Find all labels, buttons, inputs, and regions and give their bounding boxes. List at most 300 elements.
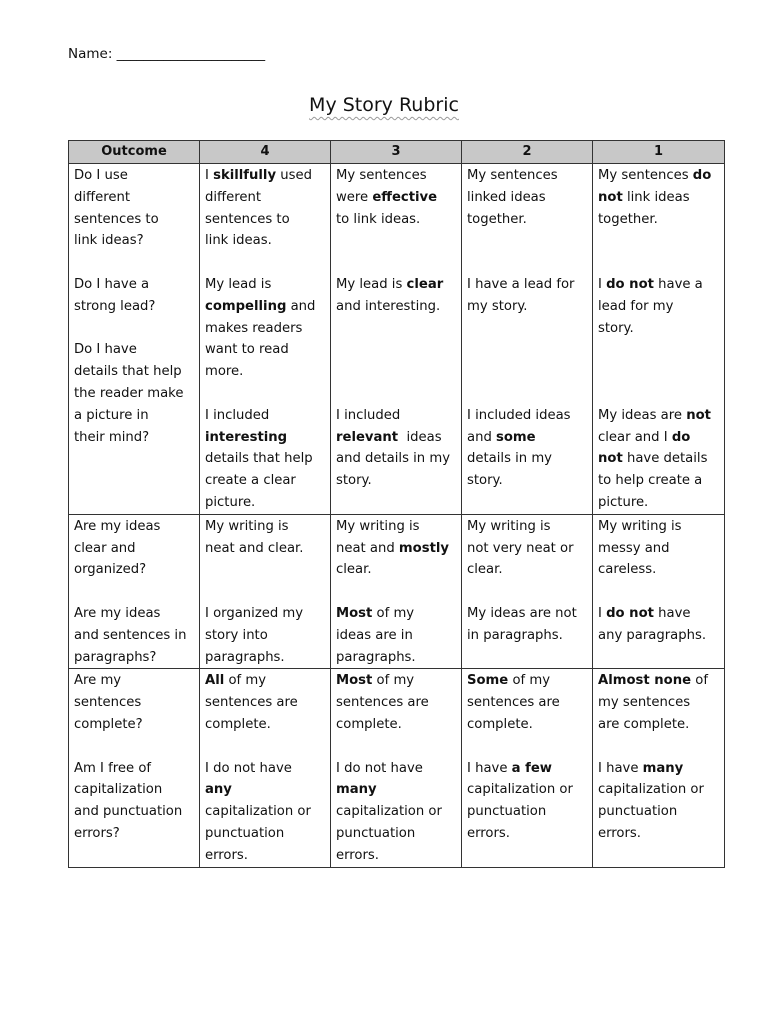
criterion-description <box>598 670 719 735</box>
text-line <box>336 779 456 801</box>
criterion-description <box>598 516 719 581</box>
text-segment: want to read <box>205 342 289 358</box>
text-line <box>598 516 719 538</box>
criterion-description <box>598 405 719 514</box>
text-segment: details that help <box>205 451 313 467</box>
text-segment <box>467 342 471 357</box>
text-line <box>598 603 719 625</box>
text-line <box>598 559 719 581</box>
criterion-description <box>598 165 719 252</box>
text-segment: of my <box>372 605 415 621</box>
text-segment: I have a lead for <box>467 276 575 292</box>
text-segment: Do I have a <box>74 276 150 292</box>
text-segment: ideas are in <box>336 627 413 643</box>
text-line <box>74 361 194 383</box>
text-segment: of my <box>224 673 266 689</box>
text-segment <box>467 321 471 336</box>
text-segment: punctuation <box>598 804 678 820</box>
text-line <box>74 165 194 187</box>
criterion-description <box>205 758 325 867</box>
text-segment: My sentences <box>336 168 427 183</box>
text-segment: complete. <box>205 716 271 732</box>
text-line <box>467 538 587 560</box>
emphasis-text: do <box>671 429 691 445</box>
text-segment: paragraphs. <box>336 649 416 665</box>
outcome-question <box>74 603 194 668</box>
text-segment: My sentences <box>467 168 558 183</box>
rubric-cell-score-2 <box>462 514 593 669</box>
text-line <box>74 625 194 647</box>
emphasis-text: do <box>692 168 712 183</box>
text-segment: together. <box>467 211 527 227</box>
text-segment: I included <box>336 407 401 423</box>
text-segment: lead for my <box>598 298 674 314</box>
criterion-description <box>467 165 587 252</box>
text-line <box>336 361 456 383</box>
text-segment: Are my <box>74 673 122 689</box>
text-segment: different <box>74 189 131 205</box>
criterion-description <box>598 758 719 845</box>
text-line <box>74 823 194 845</box>
text-line <box>205 801 325 823</box>
text-line <box>598 470 719 492</box>
text-segment: capitalization or <box>467 782 573 798</box>
text-line <box>467 779 587 801</box>
text-segment: complete? <box>74 716 143 732</box>
emphasis-text: clear <box>406 276 444 292</box>
header-score-4: 4 <box>200 141 331 164</box>
text-segment: any paragraphs. <box>598 627 707 643</box>
text-line <box>598 209 719 231</box>
criterion-description <box>205 516 325 581</box>
emphasis-text: do not <box>606 276 654 292</box>
text-line <box>598 165 719 187</box>
text-segment: have details <box>622 451 708 467</box>
header-score-2: 2 <box>462 141 593 164</box>
text-segment: errors. <box>598 825 641 841</box>
emphasis-text: not <box>598 451 623 467</box>
text-segment: clear. <box>336 562 372 578</box>
criterion-description <box>336 165 456 252</box>
text-segment: in paragraphs. <box>467 627 563 643</box>
text-segment <box>336 321 340 336</box>
text-segment: Do I have <box>74 342 137 358</box>
rubric-cell-outcome <box>69 164 200 515</box>
text-line <box>74 538 194 560</box>
criterion-description <box>336 758 456 867</box>
text-line <box>467 692 587 714</box>
text-segment: story. <box>598 320 634 336</box>
text-line <box>467 625 587 647</box>
emphasis-text: interesting <box>205 429 288 445</box>
emphasis-text: effective <box>372 189 438 205</box>
text-line <box>205 274 325 296</box>
text-line <box>598 625 719 647</box>
criterion-description <box>336 516 456 581</box>
text-segment: I <box>598 605 607 621</box>
text-line <box>74 339 194 361</box>
text-segment: my story. <box>467 298 528 314</box>
text-segment <box>467 364 471 379</box>
text-segment: I do not have <box>205 760 292 776</box>
text-line <box>598 714 719 736</box>
text-line <box>74 274 194 296</box>
text-line <box>205 758 325 780</box>
text-line <box>467 274 587 296</box>
text-line <box>598 801 719 823</box>
text-segment: Am I free of <box>74 760 152 776</box>
text-line <box>74 296 194 318</box>
rubric-row <box>69 514 725 669</box>
text-line <box>336 339 456 361</box>
text-segment: capitalization or <box>336 804 442 820</box>
emphasis-text: do not <box>606 605 654 621</box>
text-segment: not very neat or <box>467 540 574 556</box>
emphasis-text: All <box>205 673 225 689</box>
text-line <box>467 516 587 538</box>
text-line <box>205 361 325 383</box>
text-line <box>598 692 719 714</box>
name-field-label: Name: ______________________ <box>68 46 266 62</box>
emphasis-text: many <box>642 760 684 776</box>
rubric-cell-score-2 <box>462 669 593 867</box>
text-line <box>205 779 325 801</box>
text-line <box>74 427 194 449</box>
text-line <box>336 559 456 581</box>
text-segment: sentences <box>74 695 142 711</box>
text-line <box>467 670 587 692</box>
criterion-description <box>467 274 587 383</box>
text-line <box>467 714 587 736</box>
text-line <box>336 318 456 340</box>
criterion-description <box>336 274 456 383</box>
text-line <box>598 758 719 780</box>
text-line <box>598 427 719 449</box>
text-line <box>205 692 325 714</box>
emphasis-text: Most <box>336 673 373 689</box>
text-line <box>598 230 719 252</box>
text-segment: sentences are <box>205 695 298 711</box>
outcome-question <box>74 758 194 845</box>
text-segment: link ideas. <box>205 233 272 249</box>
text-line <box>74 230 194 252</box>
text-segment: more. <box>205 364 244 380</box>
rubric-cell-score-4 <box>200 514 331 669</box>
emphasis-text: some <box>496 429 536 445</box>
text-segment: and details in my <box>336 451 450 467</box>
text-segment: Are my ideas <box>74 518 161 534</box>
rubric-table <box>68 140 725 868</box>
text-segment: I <box>598 276 607 292</box>
text-line <box>336 670 456 692</box>
text-segment: of my <box>508 673 550 689</box>
text-line <box>336 470 456 492</box>
text-segment: I included ideas <box>467 407 571 423</box>
text-segment: My ideas are not <box>467 605 577 621</box>
criterion-description <box>205 670 325 735</box>
text-segment: are complete. <box>598 716 690 732</box>
text-line <box>74 758 194 780</box>
text-segment: details in my <box>467 451 552 467</box>
text-line <box>74 670 194 692</box>
text-line <box>74 559 194 581</box>
text-line <box>205 714 325 736</box>
text-segment: sentences are <box>467 695 560 711</box>
text-line <box>74 779 194 801</box>
text-segment: My writing is <box>336 518 420 534</box>
emphasis-text: Almost none <box>598 673 692 689</box>
text-segment: punctuation <box>336 825 416 841</box>
text-segment <box>205 562 209 577</box>
text-segment: paragraphs. <box>205 649 285 665</box>
rubric-cell-score-4 <box>200 669 331 867</box>
text-line <box>467 448 587 470</box>
emphasis-text: not <box>598 189 623 205</box>
text-segment: capitalization or <box>205 804 311 820</box>
rubric-cell-score-3 <box>331 514 462 669</box>
emphasis-text: a few <box>511 760 552 776</box>
text-line <box>336 603 456 625</box>
text-segment: My writing is <box>467 518 551 534</box>
criterion-description <box>205 603 325 668</box>
criterion-description <box>598 274 719 383</box>
rubric-cell-score-2 <box>462 164 593 515</box>
text-segment: Do I use <box>74 168 128 183</box>
text-segment: strong lead? <box>74 298 156 314</box>
emphasis-text: any <box>205 782 232 798</box>
text-line <box>598 492 719 514</box>
text-segment: clear and <box>74 540 136 556</box>
rubric-header-row <box>69 141 725 164</box>
text-segment: punctuation <box>467 804 547 820</box>
text-line <box>74 692 194 714</box>
text-line <box>336 516 456 538</box>
criterion-description <box>467 603 587 647</box>
text-line <box>336 296 456 318</box>
text-segment: a picture in <box>74 407 149 423</box>
text-line <box>336 209 456 231</box>
text-line <box>467 470 587 492</box>
text-line <box>205 405 325 427</box>
rubric-cell-score-1 <box>593 514 725 669</box>
text-line <box>336 801 456 823</box>
text-segment: different <box>205 189 262 205</box>
text-segment: errors. <box>336 847 379 863</box>
text-line <box>598 274 719 296</box>
emphasis-text: many <box>336 782 377 798</box>
text-line <box>336 823 456 845</box>
text-line <box>598 823 719 845</box>
text-segment: I do not have <box>336 760 423 776</box>
rubric-cell-score-3 <box>331 669 462 867</box>
text-line <box>598 318 719 340</box>
text-line <box>336 538 456 560</box>
text-segment: and punctuation <box>74 804 183 820</box>
text-segment <box>598 364 602 379</box>
text-segment: I <box>205 168 214 183</box>
text-line <box>74 516 194 538</box>
text-line <box>205 318 325 340</box>
text-segment <box>336 364 340 379</box>
text-line <box>74 603 194 625</box>
text-line <box>598 187 719 209</box>
criterion-description <box>467 758 587 845</box>
text-line <box>598 339 719 361</box>
text-segment: clear. <box>467 562 503 578</box>
text-line <box>467 209 587 231</box>
text-line <box>74 801 194 823</box>
text-line <box>467 758 587 780</box>
text-line <box>205 647 325 669</box>
criterion-description <box>336 405 456 492</box>
rubric-row <box>69 164 725 515</box>
text-line <box>467 165 587 187</box>
text-line <box>467 187 587 209</box>
text-segment: paragraphs? <box>74 649 157 665</box>
text-line <box>467 296 587 318</box>
emphasis-text: Most <box>336 605 373 621</box>
text-segment: my sentences <box>598 695 691 711</box>
text-line <box>467 339 587 361</box>
text-segment: messy and <box>598 540 670 556</box>
header-outcome: Outcome <box>69 141 200 164</box>
text-segment: capitalization <box>74 782 163 798</box>
text-segment: have <box>653 605 691 621</box>
text-segment: capitalization or <box>598 782 704 798</box>
text-line <box>467 405 587 427</box>
text-line <box>467 801 587 823</box>
text-line <box>598 779 719 801</box>
text-segment: My ideas are <box>598 407 687 423</box>
text-segment: and interesting. <box>336 298 441 314</box>
text-segment: to help create a <box>598 473 703 489</box>
text-line <box>467 361 587 383</box>
emphasis-text: mostly <box>398 540 449 556</box>
text-line <box>205 516 325 538</box>
text-line <box>598 448 719 470</box>
text-segment <box>336 233 340 248</box>
text-segment: link ideas <box>622 189 690 205</box>
outcome-question <box>74 516 194 581</box>
criterion-description <box>205 274 325 383</box>
text-line <box>205 845 325 867</box>
text-segment: and sentences in <box>74 627 187 643</box>
text-segment: careless. <box>598 562 657 578</box>
text-segment: I have <box>467 760 512 776</box>
text-segment: neat and clear. <box>205 540 304 556</box>
text-segment: their mind? <box>74 429 150 445</box>
text-line <box>467 230 587 252</box>
text-line <box>336 845 456 867</box>
text-line <box>74 647 194 669</box>
text-segment: I organized my <box>205 605 304 621</box>
page-title <box>0 94 768 116</box>
text-line <box>74 187 194 209</box>
text-line <box>205 559 325 581</box>
text-segment: used <box>276 168 312 183</box>
text-segment: story. <box>336 473 372 489</box>
text-line <box>336 758 456 780</box>
criterion-description <box>467 670 587 735</box>
text-segment: link ideas? <box>74 233 144 249</box>
text-line <box>205 296 325 318</box>
header-score-1: 1 <box>593 141 725 164</box>
page-title-text: My Story Rubric <box>309 94 459 116</box>
text-line <box>336 714 456 736</box>
text-line <box>205 339 325 361</box>
text-line <box>74 714 194 736</box>
text-line <box>467 823 587 845</box>
text-line <box>205 470 325 492</box>
emphasis-text: compelling <box>205 298 287 314</box>
criterion-description <box>336 603 456 668</box>
text-line <box>467 559 587 581</box>
text-line <box>336 165 456 187</box>
text-segment: were <box>336 189 373 205</box>
text-segment: neat and <box>336 540 399 556</box>
text-segment: create a clear <box>205 473 296 489</box>
text-segment: My sentences <box>598 168 693 183</box>
text-line <box>336 448 456 470</box>
text-line <box>336 647 456 669</box>
text-line <box>205 187 325 209</box>
text-line <box>336 427 456 449</box>
text-line <box>74 405 194 427</box>
criterion-description <box>205 165 325 252</box>
text-line <box>336 692 456 714</box>
text-line <box>205 165 325 187</box>
text-segment: linked ideas <box>467 189 546 205</box>
text-segment: organized? <box>74 562 147 578</box>
outcome-question <box>74 339 194 448</box>
text-line <box>336 187 456 209</box>
text-segment: of my <box>372 673 415 689</box>
rubric-body <box>69 164 725 868</box>
text-line <box>205 209 325 231</box>
rubric-row <box>69 669 725 867</box>
text-segment: sentences are <box>336 695 429 711</box>
criterion-description <box>205 405 325 514</box>
text-segment: together. <box>598 211 658 227</box>
criterion-description <box>336 670 456 735</box>
text-segment: of <box>691 673 708 689</box>
rubric-cell-score-3 <box>331 164 462 515</box>
text-line <box>74 383 194 405</box>
text-segment: My lead is <box>336 276 407 292</box>
outcome-question <box>74 670 194 735</box>
text-line <box>336 625 456 647</box>
text-line <box>598 670 719 692</box>
text-segment: and <box>467 429 497 445</box>
text-segment: My writing is <box>598 518 682 534</box>
emphasis-text: relevant <box>336 429 399 445</box>
text-line <box>598 405 719 427</box>
text-segment: to link ideas. <box>336 211 421 227</box>
text-segment: errors. <box>467 825 510 841</box>
text-segment: punctuation <box>205 825 285 841</box>
text-segment <box>598 342 602 357</box>
text-line <box>205 823 325 845</box>
text-line <box>74 209 194 231</box>
text-line <box>205 603 325 625</box>
text-segment: clear and I <box>598 429 672 445</box>
text-segment: I included <box>205 407 270 423</box>
text-line <box>598 538 719 560</box>
rubric-cell-outcome <box>69 514 200 669</box>
text-segment: errors. <box>205 847 248 863</box>
text-line <box>336 405 456 427</box>
outcome-question <box>74 165 194 252</box>
